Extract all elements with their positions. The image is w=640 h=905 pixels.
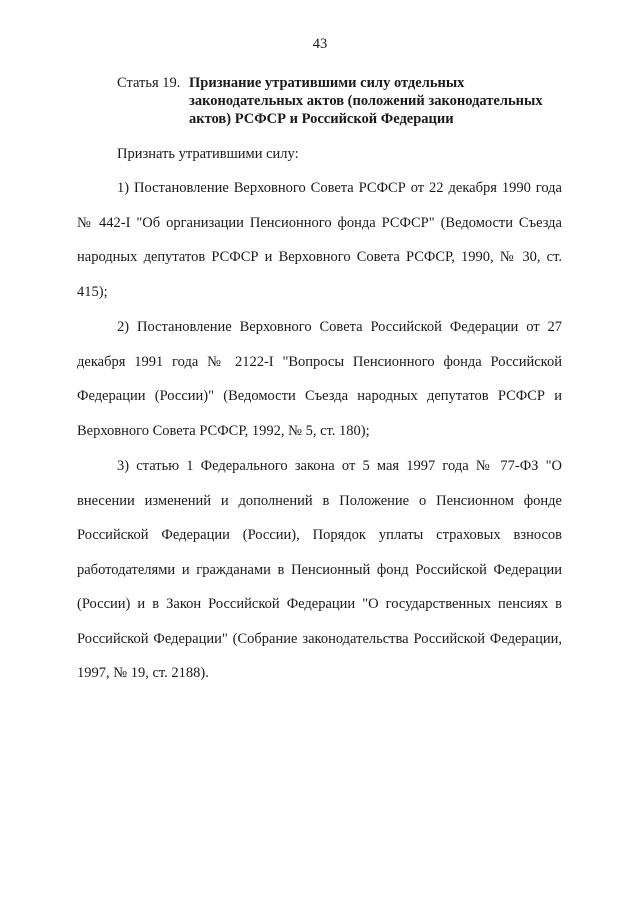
list-item: 3) статью 1 Федерального закона от 5 мая 1997 года № 77-ФЗ "О внесении изменений и дополнений в Положение о Пенсионном фонде Российской Федерации (России), Порядок уплаты страховых взносов работодателями и гражданами в Пенсионный фонд Российской Федерации (России) и в Закон Российской Федерации "О государственных пенсиях в Российской Федерации" (Собрание законодательства Российской Федерации, 1997, № 19, ст. 2188). bbox=[77, 458, 562, 681]
article-heading bbox=[117, 74, 577, 128]
list-item: 2) Постановление Верховного Совета Российской Федерации от 27 декабря 1991 года № 2122-I "Вопросы Пенсионного фонда Российской Федерации (России)" (Ведомости Съезда народных депутатов РСФСР и Верховного Совета РСФСР, 1992, № 5, ст. 180); bbox=[77, 319, 562, 439]
article-title: Признание утратившими силу отдельных законодательных актов (положений законодательных актов) РСФСР и Российской Федерации bbox=[189, 75, 543, 127]
intro-text: Признать утратившими силу: bbox=[117, 146, 299, 162]
article-label: Статья 19. bbox=[117, 75, 181, 91]
page-number: 43 bbox=[312, 36, 328, 52]
list-item: 1) Постановление Верховного Совета РСФСР от 22 декабря 1990 года № 442-I "Об организации Пенсионного фонда РСФСР" (Ведомости Съезда народных депутатов РСФСР и Верховного Совета РСФСР, 1990, № 30, ст. 415); bbox=[77, 180, 562, 300]
